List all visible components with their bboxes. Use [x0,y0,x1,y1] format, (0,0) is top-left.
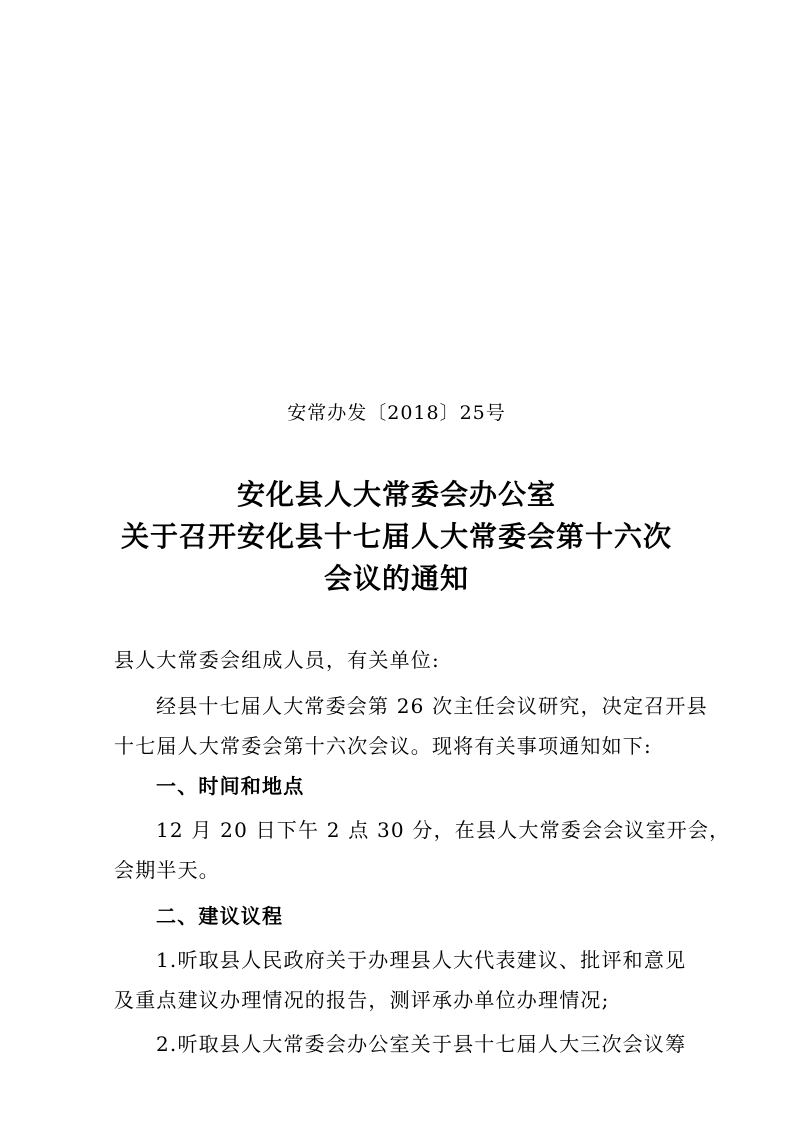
document-title [0,474,793,600]
title-line-3: 会议的通知 [323,562,469,595]
document-body [114,640,731,1064]
section-heading-agenda: 二、建议议程 [156,904,284,928]
agenda-item-1-line-1: 1.听取县人民政府关于办理县人大代表建议、批评和意见 [156,948,687,972]
section-heading-time-place: 一、时间和地点 [156,774,305,798]
title-line-1: 安化县人大常委会办公室 [236,478,556,511]
section1-line-2: 会期半天。 [114,858,220,882]
agenda-item-2-line-1: 2.听取县人大常委会办公室关于县十七届人大三次会议筹 [156,1032,687,1056]
intro-line-1: 经县十七届人大常委会第 26 次主任会议研究，决定召开县 [156,694,708,718]
title-line-2: 关于召开安化县十七届人大常委会第十六次 [120,520,672,553]
salutation: 县人大常委会组成人员，有关单位: [114,648,440,672]
agenda-item-1-line-2: 及重点建议办理情况的报告，测评承办单位办理情况; [114,988,610,1012]
intro-line-2: 十七届人大常委会第十六次会议。现将有关事项通知如下: [114,734,652,758]
section1-line-1: 12 月 20 日下午 2 点 30 分，在县人大常委会会议室开会， [156,818,731,842]
document-number: 安常办发〔2018〕25号 [287,402,506,424]
